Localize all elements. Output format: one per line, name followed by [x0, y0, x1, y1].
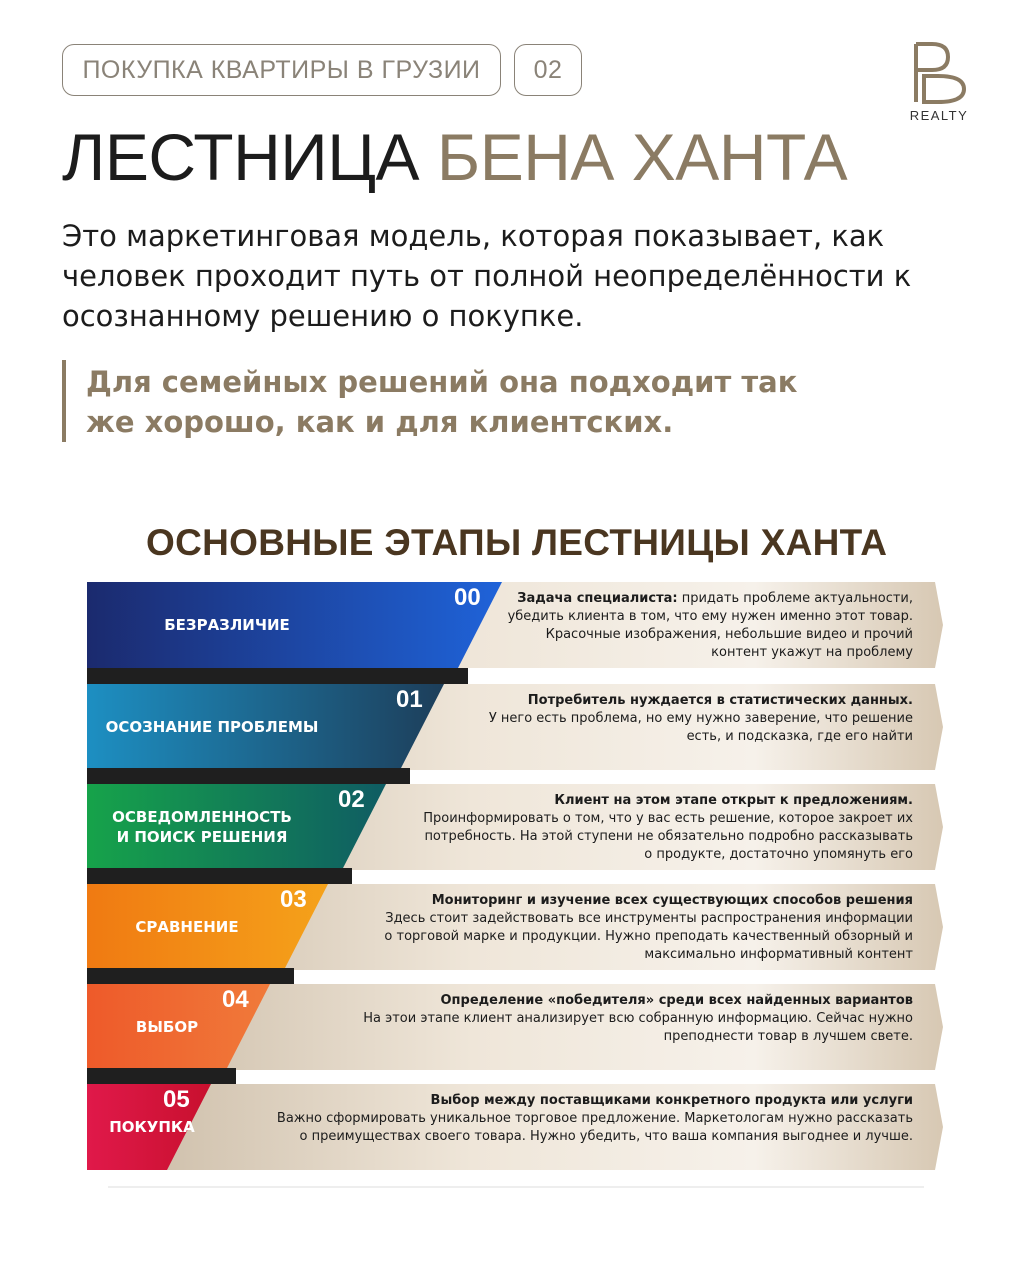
ladder-step	[87, 684, 943, 770]
bd-monogram-icon	[908, 40, 970, 106]
step-number: 00	[454, 584, 481, 611]
step-description-lead: Мониторинг и изучение всех существующих способов решения	[431, 893, 913, 908]
step-divider	[87, 968, 294, 984]
topic-label: ПОКУПКА КВАРТИРЫ В ГРУЗИИ	[82, 55, 481, 84]
page-title	[62, 120, 847, 194]
ladder-step	[87, 582, 943, 668]
step-label: БЕЗРАЗЛИЧИЕ	[164, 616, 290, 634]
topic-badge	[62, 44, 501, 96]
step-number: 03	[280, 886, 307, 913]
step-description: Определение «победителя» среди всех найденных вариантов На этои этапе клиент анализирует всю собранную информацию. Сейчас нужно преподнести товар в лучшем свете.	[363, 993, 913, 1044]
step-description-lead: Определение «победителя» среди всех найденных вариантов	[440, 993, 913, 1008]
step-description-lead: Клиент на этом этапе открыт к предложениям.	[554, 793, 913, 808]
intro-paragraph: Это маркетинговая модель, которая показывает, как человек проходит путь от полной неопределённости к осознанному решению о покупке.	[62, 219, 912, 333]
step-label: ПОКУПКА	[109, 1118, 195, 1136]
step-description: Задача специалиста: придать проблеме актуальности, убедить клиента в том, что ему нужен именно этот товар. Красочные изображения, небольшие видео и прочий контент укажут на проблему	[507, 591, 913, 660]
step-number: 05	[163, 1086, 190, 1113]
page-number: 02	[533, 55, 563, 84]
step-description: Выбор между поставщиками конкретного продукта или услуги Важно сформировать уникальное торговое предложение. Маркетологам нужно рассказать о преимуществах своего товара. Нужно убедить, что ваша компания выгоднее и лучше.	[276, 1093, 913, 1144]
step-description: Потребитель нуждается в статистических данных. У него есть проблема, но ему нужно заверение, что решение есть, и подсказка, где его найти	[488, 693, 913, 744]
step-label: ВЫБОР	[135, 1018, 199, 1036]
step-description-lead: Выбор между поставщиками конкретного продукта или услуги	[430, 1093, 913, 1108]
ladder-step	[87, 1084, 943, 1170]
ladder-step	[87, 884, 943, 970]
step-number: 02	[338, 786, 365, 813]
step-description-lead: Задача специалиста:	[517, 591, 678, 606]
step-divider	[87, 1068, 236, 1084]
step-number: 04	[222, 986, 249, 1013]
step-divider	[87, 668, 468, 684]
ladder-step	[87, 984, 943, 1070]
step-divider	[87, 868, 352, 884]
section-title: ОСНОВНЫЕ ЭТАПЫ ЛЕСТНИЦЫ ХАНТА	[146, 522, 888, 563]
page-number-badge	[514, 44, 582, 96]
highlight-quote: Для семейных решений она подходит так же хорошо, как и для клиентских.	[86, 365, 798, 439]
step-label: ОСОЗНАНИЕ ПРОБЛЕМЫ	[105, 718, 319, 736]
logo-wordmark: REALTY	[909, 108, 969, 123]
step-description: Мониторинг и изучение всех существующих способов решения Здесь стоит задействовать все инструменты распространения информации о торговой марке и продукции. Нужно преподать качественный обзорный и максимально информативный контент	[384, 893, 913, 962]
step-description: Клиент на этом этапе открыт к предложениям. Проинформировать о том, что у вас есть решение, которое закроет их потребность. На этой ступени не обязательно подробно рассказывать о продукте, достаточно упомянуть его	[423, 793, 913, 862]
step-description-lead: Потребитель нуждается в статистических данных.	[527, 693, 913, 708]
ladder-step	[87, 784, 943, 870]
hunt-ladder-steps	[87, 582, 943, 1172]
step-number: 01	[396, 686, 423, 713]
step-divider	[87, 768, 410, 784]
brand-logo	[908, 40, 970, 126]
step-label: СРАВНЕНИЕ	[135, 918, 239, 936]
step-label: ОСВЕДОМЛЕННОСТЬ И ПОИСК РЕШЕНИЯ	[112, 808, 292, 846]
quote-bar	[62, 360, 66, 442]
bottom-divider	[108, 1186, 924, 1188]
page-title-accent: БЕНА ХАНТА	[436, 120, 848, 194]
page-title-dark: ЛЕСТНИЦА	[62, 120, 420, 194]
